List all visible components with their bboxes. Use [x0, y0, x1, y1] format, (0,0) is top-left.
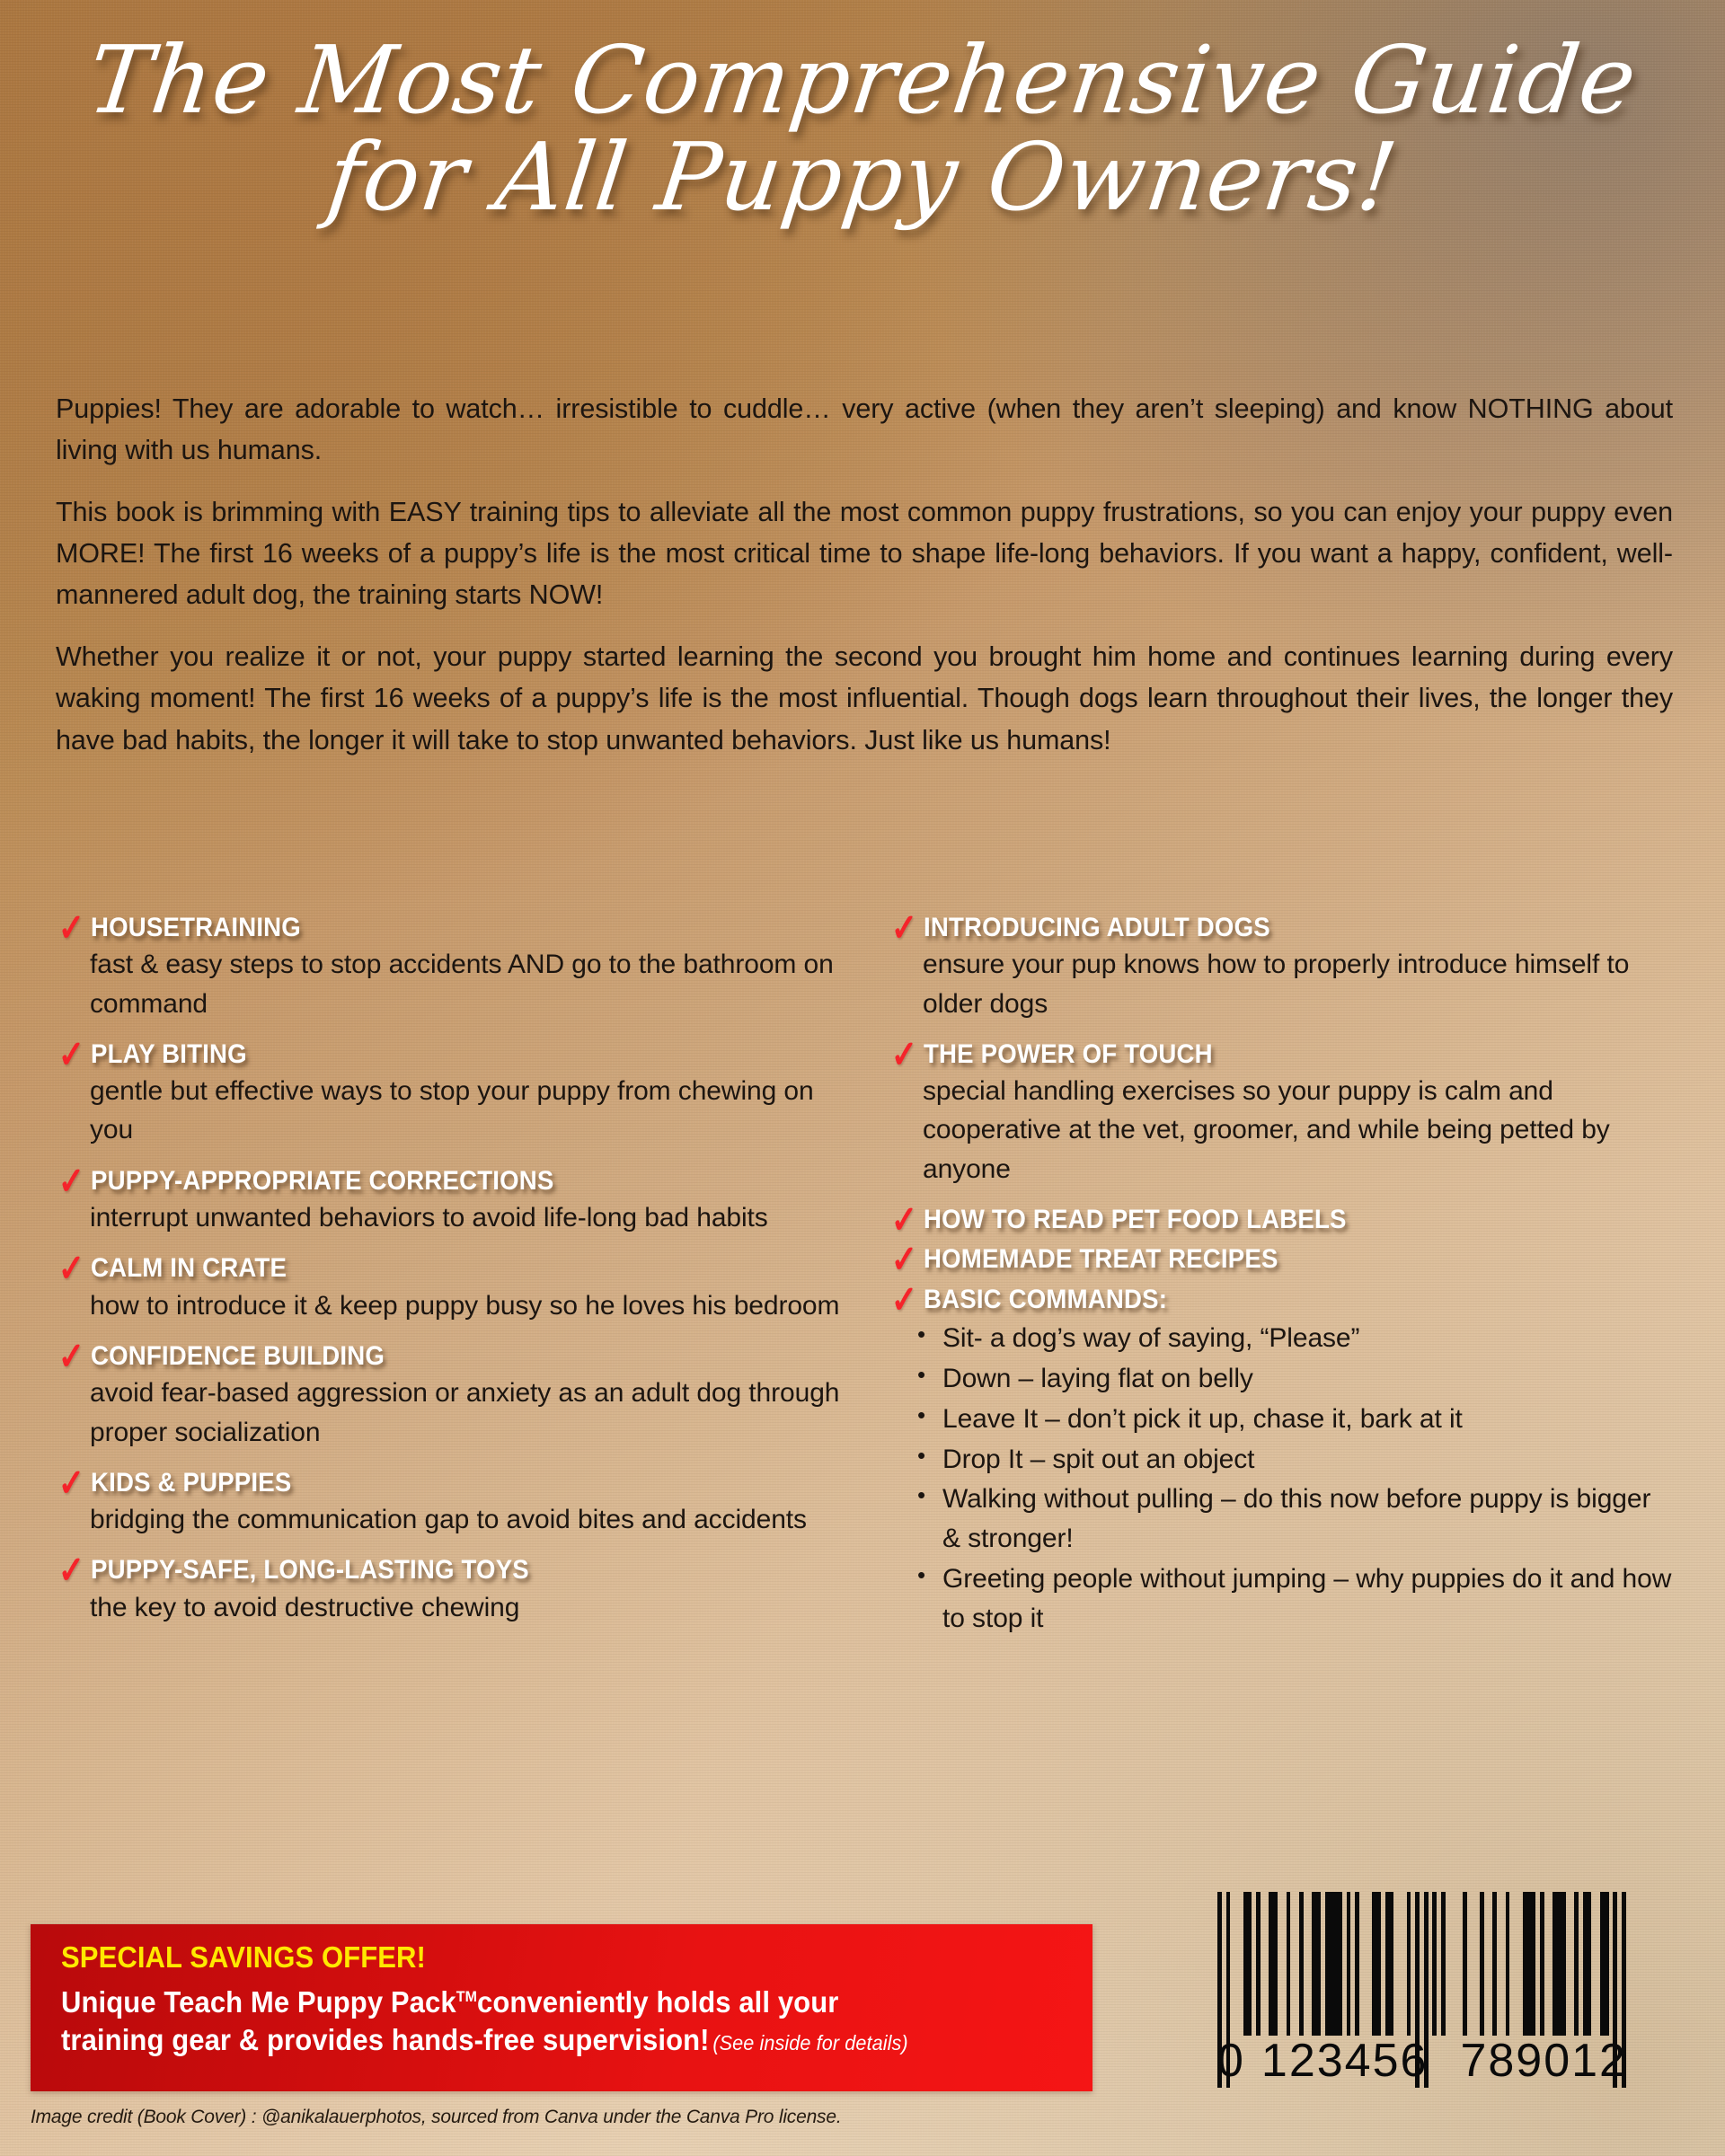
- feature-heading: [56, 906, 840, 950]
- headline-line-1: The Most Comprehensive Guide: [82, 25, 1643, 135]
- checkmark-icon: ✓: [889, 1237, 919, 1281]
- feature-description: avoid fear-based aggression or anxiety as an adult dog through proper socialization: [90, 1378, 840, 1447]
- feature-item: [889, 906, 1673, 1023]
- headline: [0, 25, 1725, 233]
- basic-commands-list: [910, 1319, 1673, 1638]
- feature-column-left: [56, 906, 840, 1657]
- feature-heading: [56, 1159, 840, 1203]
- feature-heading: [889, 906, 1673, 950]
- list-item: • Leave It – don’t pick it up, chase it, bark at it: [910, 1400, 1673, 1439]
- feature-title: PUPPY-SAFE, LONG-LASTING TOYS: [91, 1555, 530, 1586]
- checkmark-icon: ✓: [57, 1461, 86, 1505]
- feature-heading: [56, 1032, 840, 1076]
- feature-item-basic-commands: [889, 1277, 1673, 1639]
- list-item: • Down – laying flat on belly: [910, 1359, 1673, 1399]
- feature-item: [889, 1032, 1673, 1188]
- feature-item: [56, 906, 840, 1023]
- list-item: • Drop It – spit out an object: [910, 1440, 1673, 1480]
- feature-heading: [889, 1237, 1673, 1281]
- trademark-symbol: TM: [456, 1988, 477, 2005]
- feature-heading: [889, 1277, 1673, 1321]
- feature-title: PUPPY-APPROPRIATE CORRECTIONS: [91, 1165, 554, 1196]
- offer-line-1-tail: conveniently holds all your: [476, 1985, 839, 2019]
- barcode-digits: [1217, 2036, 1626, 2088]
- feature-description: interrupt unwanted behaviors to avoid life-long bad habits: [90, 1203, 768, 1233]
- feature-heading: [56, 1246, 840, 1290]
- feature-heading: [56, 1334, 840, 1378]
- checkmark-icon: ✓: [889, 1277, 919, 1321]
- offer-line-2-text: training gear & provides hands-free supervision!: [61, 2022, 710, 2056]
- feature-description: the key to avoid destructive chewing: [90, 1592, 520, 1622]
- see-inside-note: (See inside for details): [712, 2030, 908, 2054]
- intro-paragraph-2: This book is brimming with EASY training tips to alleviate all the most common puppy frustrations, so you can enjoy your puppy even MORE! The first 16 weeks of a puppy’s life is the most critical time to shape life-long behaviors. If you want a happy, confident, well-mannered adult dog, the training starts NOW!: [56, 496, 1673, 611]
- feature-heading: [889, 1032, 1673, 1076]
- feature-item: [889, 1237, 1673, 1281]
- feature-item: [889, 1197, 1673, 1241]
- feature-title: THE POWER OF TOUCH: [924, 1038, 1213, 1069]
- feature-heading: [889, 1197, 1673, 1241]
- checkmark-icon: ✓: [57, 1246, 86, 1290]
- headline-line-2: for All Puppy Owners!: [321, 122, 1404, 233]
- feature-title: BASIC COMMANDS:: [924, 1284, 1168, 1314]
- checkmark-icon: ✓: [889, 1032, 919, 1076]
- barcode-right-group: 789012: [1460, 2035, 1627, 2087]
- list-item: • Walking without pulling – do this now before puppy is bigger & stronger!: [910, 1480, 1673, 1559]
- list-item: • Sit- a dog’s way of saying, “Please”: [910, 1319, 1673, 1358]
- special-offer-banner: [31, 1924, 1092, 2091]
- list-item: • Greeting people without jumping – why puppies do it and how to stop it: [910, 1560, 1673, 1639]
- barcode-left-group: 123456: [1261, 2035, 1429, 2087]
- feature-item: [56, 1246, 840, 1325]
- feature-description: fast & easy steps to stop accidents AND go to the bathroom on command: [90, 950, 834, 1019]
- checkmark-icon: ✓: [889, 1197, 919, 1241]
- intro-paragraph-3: Whether you realize it or not, your puppy started learning the second you brought him home and continues learning during every waking moment! The first 16 weeks of a puppy’s life is the most influential. Though dogs learn throughout their lives, the longer they have bad habits, the longer it will take to stop unwanted behaviors. Just like us humans!: [56, 641, 1673, 755]
- feature-heading: [56, 1548, 840, 1592]
- checkmark-icon: ✓: [889, 906, 919, 950]
- barcode-lead-digit: 0: [1217, 2035, 1245, 2087]
- intro-paragraphs: [56, 388, 1673, 761]
- feature-title: CONFIDENCE BUILDING: [91, 1340, 385, 1371]
- feature-title: INTRODUCING ADULT DOGS: [924, 913, 1271, 942]
- feature-title: HOMEMADE TREAT RECIPES: [924, 1244, 1278, 1275]
- checkmark-icon: ✓: [57, 1159, 86, 1203]
- offer-line-1: [61, 1984, 1009, 2021]
- feature-title: HOUSETRAINING: [91, 913, 302, 942]
- offer-line-2: [61, 2021, 1009, 2059]
- checkmark-icon: ✓: [57, 906, 86, 950]
- feature-description: special handling exercises so your puppy is calm and cooperative at the vet, groomer, and while being petted by anyone: [923, 1076, 1610, 1184]
- feature-title: PLAY BITING: [91, 1038, 248, 1069]
- feature-item: [56, 1159, 840, 1238]
- feature-title: KIDS & PUPPIES: [91, 1467, 292, 1498]
- feature-heading: [56, 1461, 840, 1505]
- feature-title: CALM IN CRATE: [91, 1253, 288, 1284]
- feature-column-right: [889, 906, 1673, 1657]
- feature-list: [56, 906, 1673, 1657]
- feature-title: HOW TO READ PET FOOD LABELS: [924, 1204, 1347, 1234]
- offer-product-name: Unique Teach Me Puppy Pack: [61, 1985, 456, 2019]
- checkmark-icon: ✓: [57, 1032, 86, 1076]
- feature-description: bridging the communication gap to avoid bites and accidents: [90, 1505, 807, 1535]
- feature-item: [56, 1548, 840, 1627]
- feature-item: [56, 1334, 840, 1452]
- feature-item: [56, 1461, 840, 1540]
- offer-title: SPECIAL SAVINGS OFFER!: [61, 1940, 426, 1974]
- barcode: [1217, 1892, 1626, 2088]
- feature-description: how to introduce it & keep puppy busy so he loves his bedroom: [90, 1290, 840, 1321]
- image-credit: Image credit (Book Cover) : @anikalauerphotos, sourced from Canva under the Canva Pro license.: [31, 2107, 842, 2127]
- intro-paragraph-1: Puppies! They are adorable to watch… irresistible to cuddle… very active (when they aren’t sleeping) and know NOTHING about living with us humans.: [56, 393, 1673, 466]
- feature-item: [56, 1032, 840, 1150]
- checkmark-icon: ✓: [57, 1548, 86, 1592]
- feature-description: ensure your pup knows how to properly introduce himself to older dogs: [923, 950, 1630, 1019]
- checkmark-icon: ✓: [57, 1334, 86, 1378]
- feature-description: gentle but effective ways to stop your puppy from chewing on you: [90, 1076, 814, 1145]
